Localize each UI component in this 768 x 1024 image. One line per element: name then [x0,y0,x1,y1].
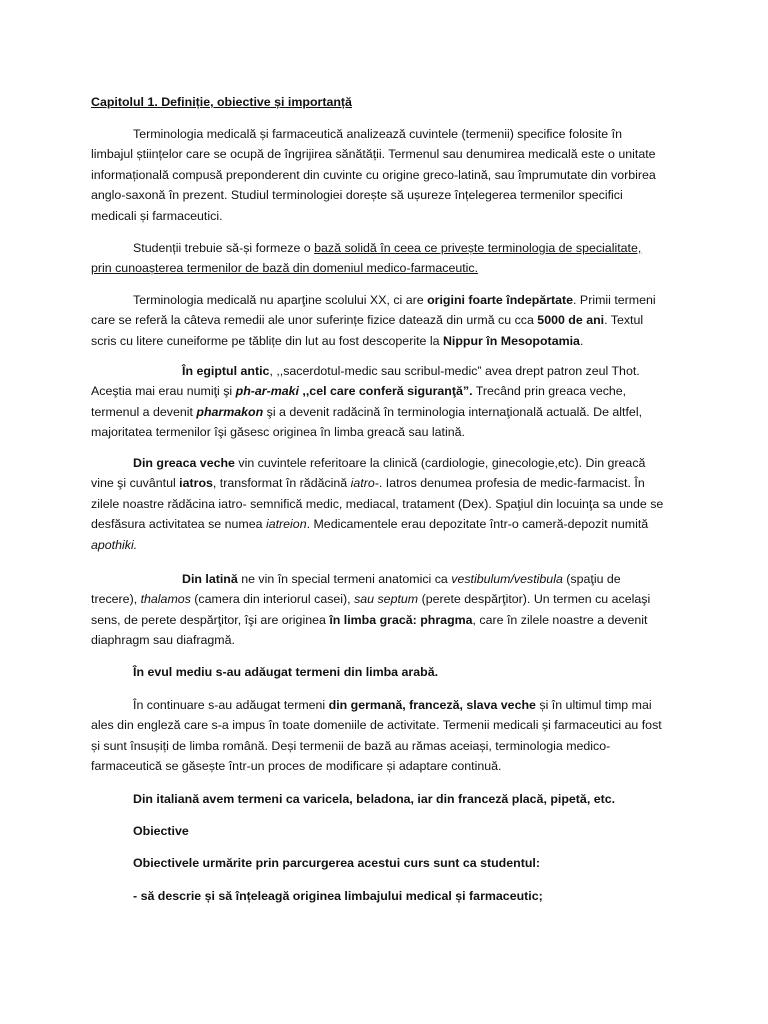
text-run: (spaţiu de [562,572,621,586]
bold-text: în limba gracă: phragma [329,612,473,627]
text-line: farmaceutică se găsește într-un proces de modificare și adaptare continuă. [91,759,502,774]
bold-italic-text: pharmakon [196,404,264,419]
text-run: şi a devenit radăcină în terminologia internaţională actuală. De altfel, [263,404,643,419]
text-run: vine şi cuvântul [91,476,180,491]
text-line [91,514,681,534]
text-run: termenul a devenit [91,404,197,419]
text-line: anglo-saxonă în prezent. Studiul terminologiei dorește să ușureze înțelegerea termenilor specifici [91,188,623,203]
bold-text: ,,cel care conferă siguranţă”. [298,384,473,399]
text-run: , transformat în rădăcină [212,476,351,491]
objectives-heading: Obiective [133,824,189,838]
text-line [91,589,681,609]
italic-text: apothiki. [91,537,138,552]
text-run: și în ultimul timp mai [535,698,652,712]
text-line [91,695,681,715]
paragraph-students [91,238,681,279]
text-line: medicali și farmaceutici. [91,208,223,223]
text-line [91,402,681,422]
text-line: diaphragm sau diafragmă. [91,633,235,648]
text-line [91,361,681,381]
bold-italic-text: ph-ar-maki [235,384,299,399]
paragraph-continuation [91,695,681,777]
italic-text: thalamos [140,592,191,607]
text-run: , care în zilele noastre a devenit [472,612,648,627]
paragraph-egypt [91,361,681,443]
text-run: ne vin în special termeni anatomici ca [237,572,452,586]
bold-text: iatros [179,476,213,491]
bold-text: Din greaca veche [133,456,235,470]
text-line: limbajul științelor care se ocupă de îngrijirea sănătății. Termenul sau denumirea medicală este o unitate [91,147,656,162]
bold-text: Nippur în Mesopotamia [442,333,580,348]
text-run: scris cu litere cuneiforme pe tăblițe din lut au fost descoperite la [91,333,443,348]
chapter-heading: Capitolul 1. Definiție, obiective și importanță [91,95,352,109]
text-run: . Medicamentele erau depozitate într-o cameră-depozit numită [306,517,649,532]
text-run: . Iatros denumea profesia de medic-farmacist. În [378,476,645,491]
paragraph-intro [91,124,681,226]
paragraph-greek [91,453,681,555]
underlined-text: prin cunoașterea termenilor de bază din domeniul medico-farmaceutic. [91,261,479,276]
italic-text: vestibulum/vestibula [451,572,563,586]
text-line [91,290,681,310]
paragraph-arabic: În evul mediu s-au adăugat termeni din limba arabă. [133,665,439,679]
objectives-intro: Obiectivele urmărite prin parcurgerea acestui curs sunt ca studentul: [133,856,540,870]
text-line: și sunt însușiți de limba română. Deși termenii de bază au rămas aceiași, terminologia medico- [91,738,611,753]
underlined-text: bază solidă în ceea ce privește terminologia de specialitate, [314,241,642,255]
text-line [91,453,681,473]
text-run: . Textul [604,313,644,328]
text-line: informațională compusă preponderent din cuvinte cu origine greco-latină, sau împrumutate din vorbirea [91,167,656,182]
text-run: . [579,333,584,348]
paragraph-italian: Din italiană avem termeni ca varicela, beladona, iar din franceză placă, pipetă, etc. [133,792,616,806]
text-run: Studenții trebuie să-și formeze o [133,241,315,255]
italic-text: sau septum [354,592,419,607]
text-run: desfăsura activitatea se numea [91,517,266,532]
text-run: care se referă la câteva remedii ale unor suferințe fizice datează din urmă cu cca [91,313,538,328]
bold-text: În egiptul antic [182,364,270,378]
text-line: majoritatea termenilor îşi găsesc originea în limba greacă sau latină. [91,425,465,440]
text-run: sens, de perete despărţitor, îşi are originea [91,612,330,627]
text-line [91,473,681,493]
text-run: vin cuvintele referitoare la clinică (cardiologie, ginecologie,etc). Din greacă [234,456,646,470]
text-run: (perete despărţitor). Un termen cu acelaşi [418,592,651,607]
text-run: În continuare s-au adăugat termeni [133,698,329,712]
text-line: ales din engleză care s-a impus în toate domeniile de activitate. Termenii medicali și farmaceutici au fost [91,718,662,733]
text-run: trecere), [91,592,141,607]
bold-text: origini foarte îndepărtate [427,293,574,307]
text-run: Trecând prin greaca veche, [472,384,627,399]
text-line [91,238,681,258]
text-run: Terminologia medicală nu aparţine scolului XX, ci are [133,293,428,307]
text-line: Terminologia medicală și farmaceutică analizează cuvintele (termenii) specifice folosite în [133,127,622,141]
italic-text: iatreion [265,517,307,532]
bold-text: Din latină [182,572,238,586]
text-line [91,610,681,630]
text-run: (camera din interiorul casei), [190,592,355,607]
bold-text: din germană, franceză, slava veche [328,698,536,712]
text-run: . Primii termeni [573,293,656,307]
text-line [91,331,681,351]
italic-text: iatro- [350,476,379,491]
text-line: zilele noastre rădăcina iatro- semnifică medic, mediacal, tratament (Dex). Spaţiul din locuinţa sa unde se [91,496,664,511]
bold-text: 5000 de ani [537,313,605,328]
paragraph-latin [91,569,681,651]
paragraph-origins [91,290,681,351]
text-line [91,569,681,589]
text-run: , ,,sacerdotul-medic sau scribul-medic” avea drept patron zeul Thot. [269,364,640,378]
objective-item: - să descrie și să înțeleagă originea limbajului medical și farmaceutic; [133,889,543,903]
text-line [91,310,681,330]
text-line [91,381,681,401]
text-run: Aceştia mai erau numiţi şi [91,384,236,399]
